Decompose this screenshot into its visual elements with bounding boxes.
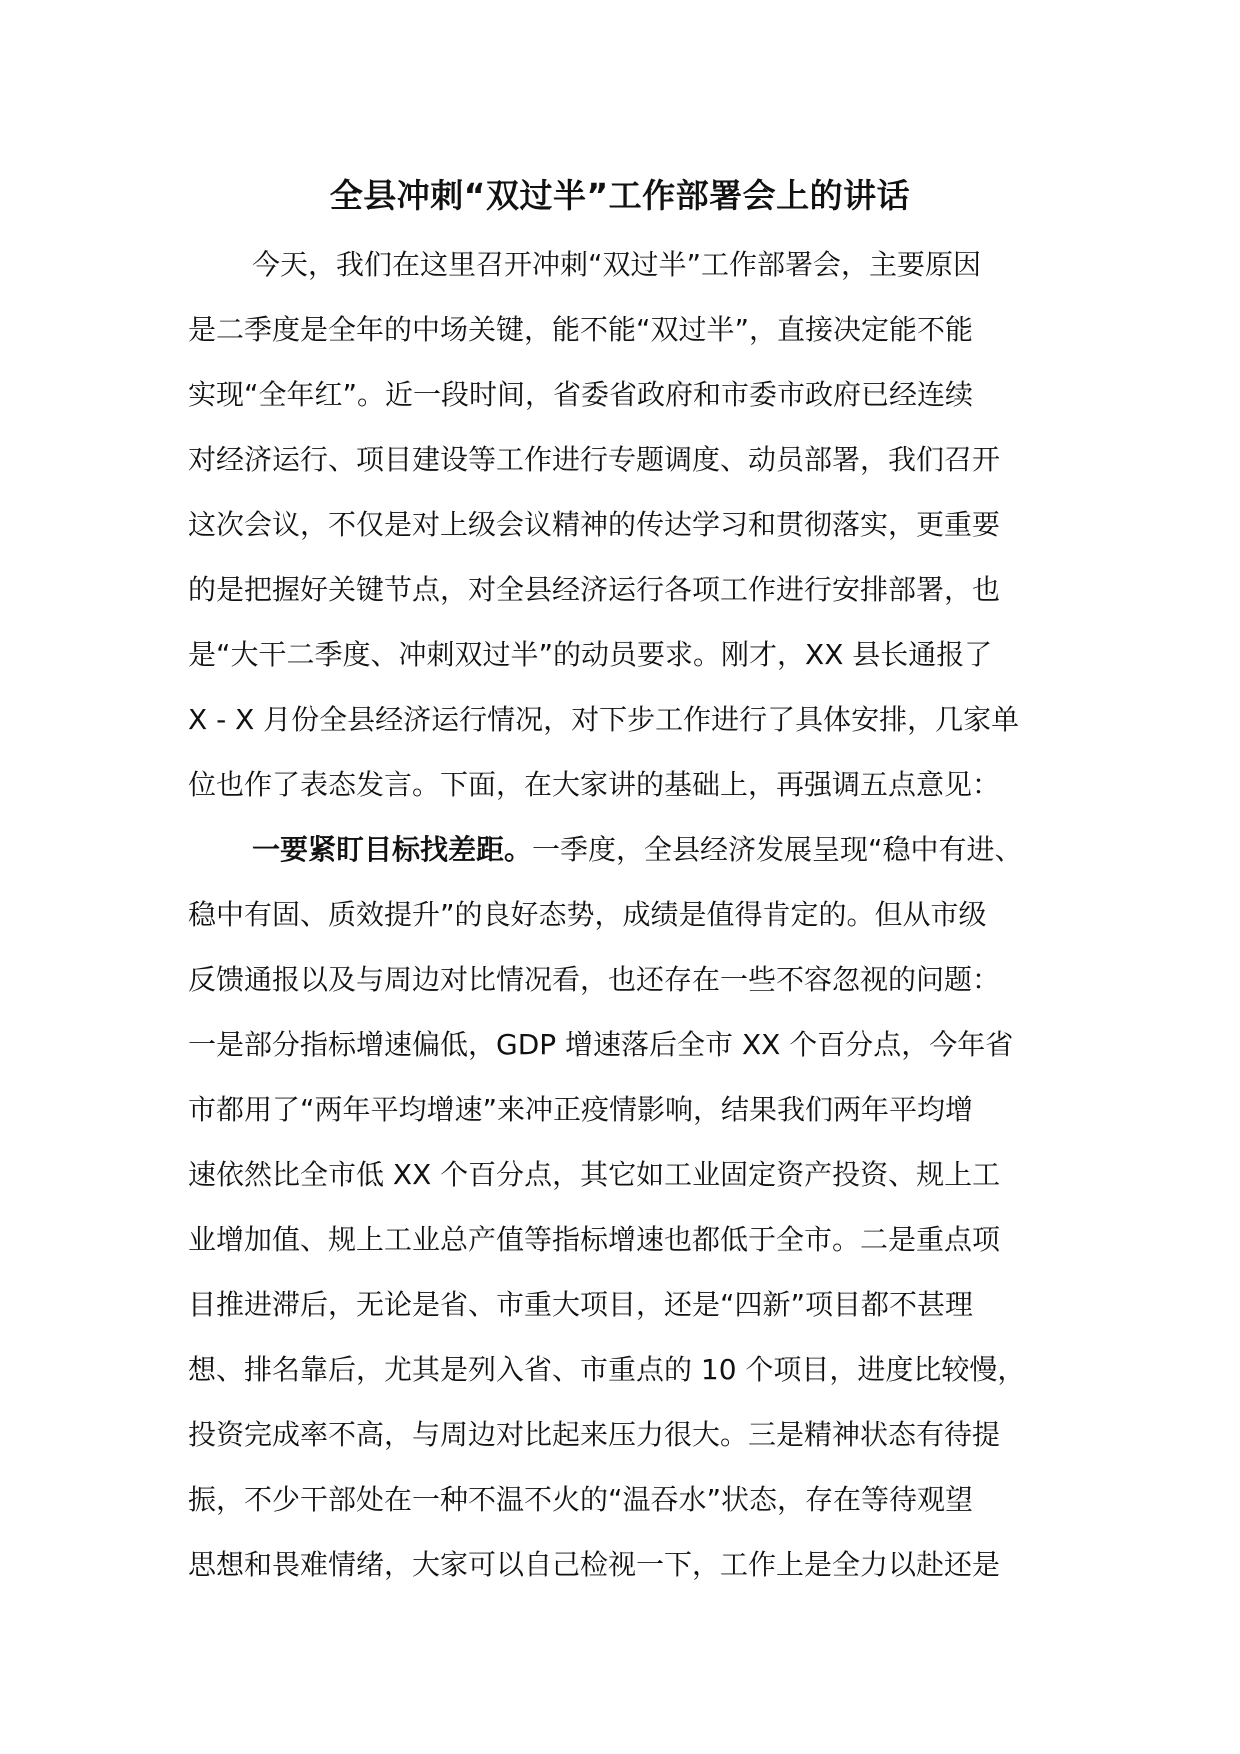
- section-first-line-text: 一季度，全县经济发展呈现“稳中有进、: [532, 833, 1023, 866]
- paragraph-line: 思想和畏难情绪，大家可以自己检视一下，工作上是全力以赴还是: [188, 1548, 1001, 1581]
- paragraph-line: 今天，我们在这里召开冲刺“双过半”工作部署会，主要原因: [252, 248, 982, 281]
- paragraph-line: 目推进滞后，无论是省、市重大项目，还是“四新”项目都不甚理: [188, 1288, 974, 1321]
- paragraph-line: 想、排名靠后，尤其是列入省、市重点的 10 个项目，进度比较慢，: [188, 1353, 1026, 1386]
- paragraph-line: 对经济运行、项目建设等工作进行专题调度、动员部署，我们召开: [188, 443, 1001, 476]
- paragraph-line: 一是部分指标增速偏低，GDP 增速落后全市 XX 个百分点，今年省: [188, 1028, 1014, 1061]
- paragraph-line: 这次会议，不仅是对上级会议精神的传达学习和贯彻落实，更重要: [188, 508, 1001, 541]
- paragraph-line: 振，不少干部处在一种不温不火的“温吞水”状态，存在等待观望: [188, 1483, 974, 1516]
- paragraph-line: 稳中有固、质效提升”的良好态势，成绩是值得肯定的。但从市级: [188, 898, 987, 931]
- paragraph-line: 业增加值、规上工业总产值等指标增速也都低于全市。二是重点项: [188, 1223, 1001, 1256]
- paragraph-line: 是“大干二季度、冲刺双过半”的动员要求。刚才，XX 县长通报了: [188, 638, 993, 671]
- paragraph-line: X - X 月份全县经济运行情况，对下步工作进行了具体安排，几家单: [188, 703, 1020, 736]
- section-heading: 一要紧盯目标找差距。: [252, 833, 533, 866]
- paragraph-line: 实现“全年红”。近一段时间，省委省政府和市委市政府已经连续: [188, 378, 974, 411]
- paragraph-line: 位也作了表态发言。下面，在大家讲的基础上，再强调五点意见：: [188, 768, 1001, 801]
- document-title: 全县冲刺“双过半”工作部署会上的讲话: [329, 176, 911, 215]
- paragraph-line: 反馈通报以及与周边对比情况看，也还存在一些不容忽视的问题：: [188, 963, 1001, 996]
- paragraph-line: 是二季度是全年的中场关键，能不能“双过半”，直接决定能不能: [188, 313, 974, 346]
- section-first-line: [188, 817, 1068, 882]
- paragraph-line: 投资完成率不高，与周边对比起来压力很大。三是精神状态有待提: [188, 1418, 1001, 1451]
- document-body: [188, 232, 1068, 1597]
- paragraph-line: 的是把握好关键节点，对全县经济运行各项工作进行安排部署，也: [188, 573, 1001, 606]
- paragraph-line: 速依然比全市低 XX 个百分点，其它如工业固定资产投资、规上工: [188, 1158, 1001, 1191]
- paragraph-line: 市都用了“两年平均增速”来冲正疫情影响，结果我们两年平均增: [188, 1093, 974, 1126]
